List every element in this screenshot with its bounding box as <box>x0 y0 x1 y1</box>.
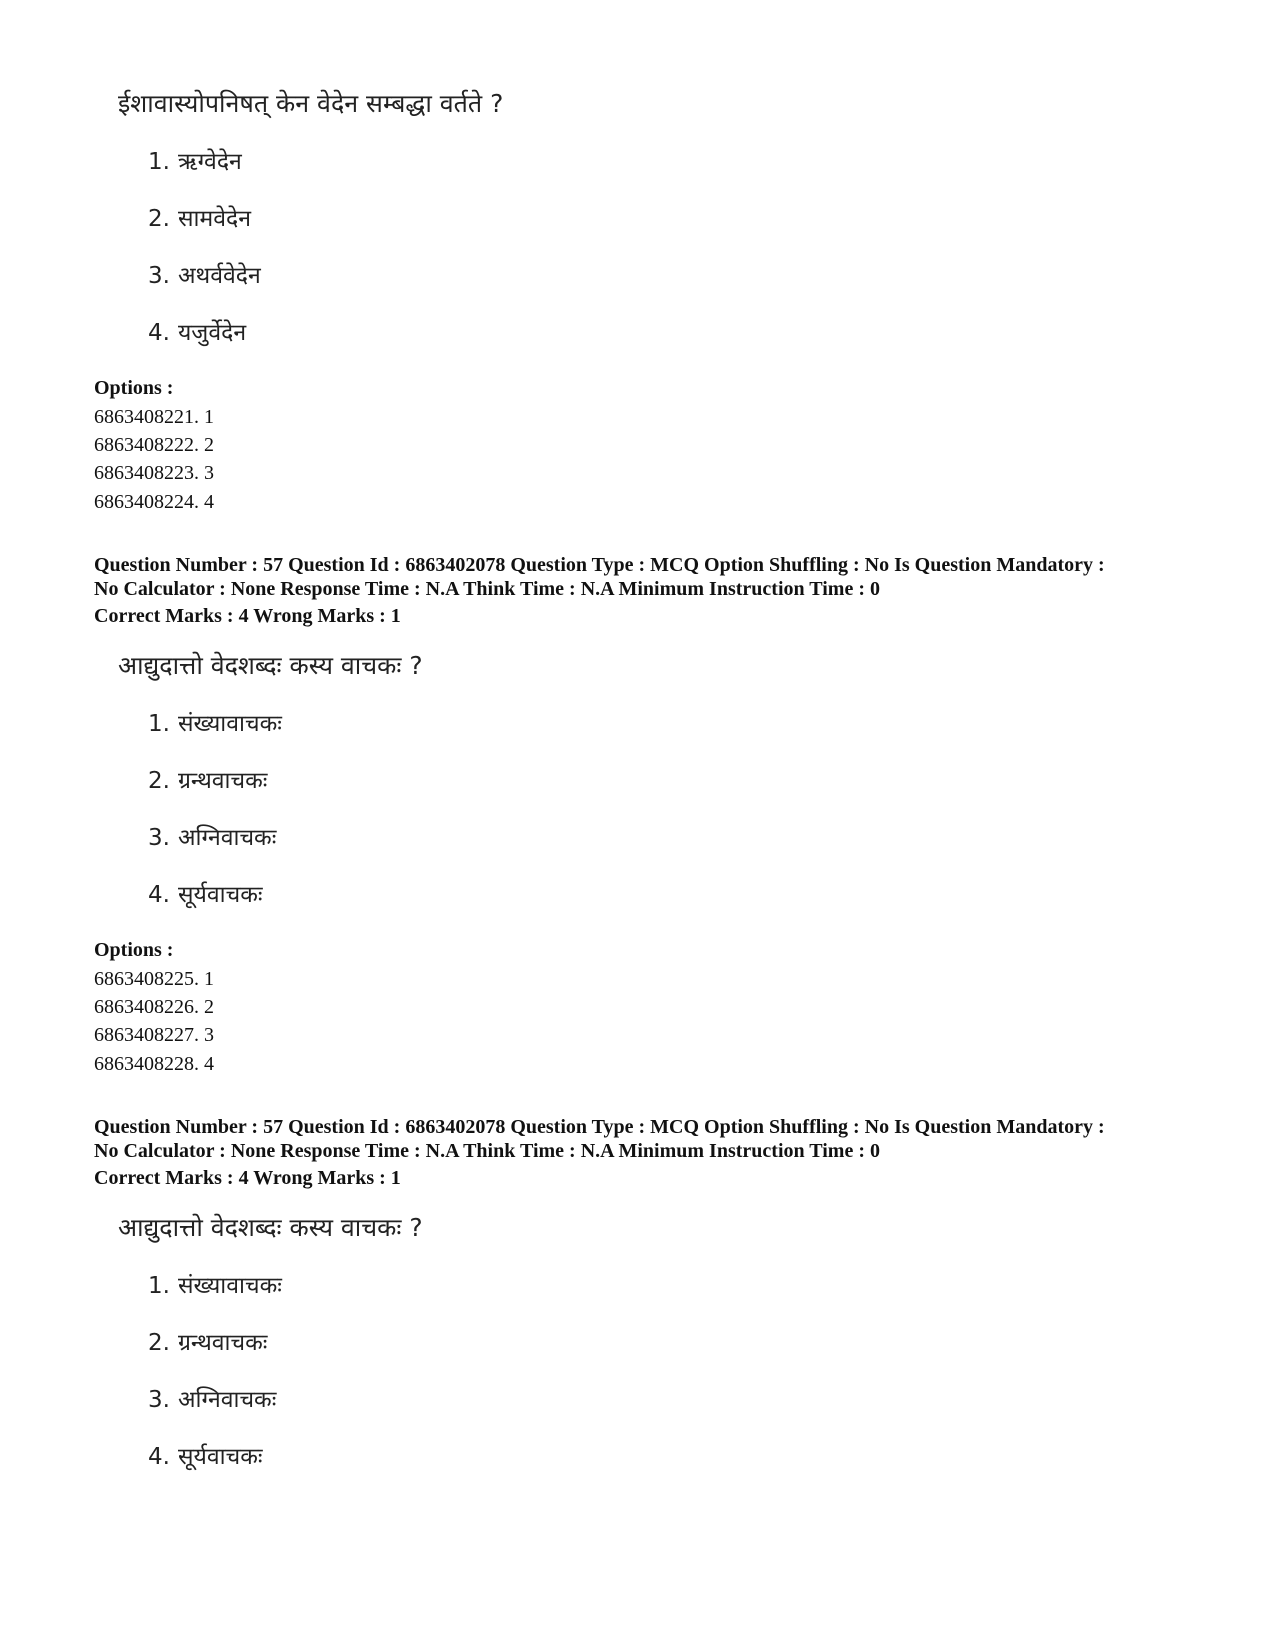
question-text: आद्युदात्तो वेदशब्दः कस्य वाचकः ? <box>118 651 423 680</box>
option-id-row: 6863408225. 1 <box>94 968 214 990</box>
choice-item <box>148 315 246 347</box>
option-id-row: 6863408223. 3 <box>94 462 214 484</box>
choice-item <box>148 1439 263 1471</box>
options-heading: Options : <box>94 377 174 399</box>
choice-item <box>148 258 261 290</box>
choice-item <box>148 877 263 909</box>
choice-item <box>148 144 242 176</box>
option-id-row: 6863408228. 4 <box>94 1053 214 1075</box>
question-meta-line: No Calculator : None Response Time : N.A Think Time : N.A Minimum Instruction Time : 0 <box>94 578 880 600</box>
choice-label: अथर्ववेदेन <box>177 263 261 289</box>
question-text: आद्युदात्तो वेदशब्दः कस्य वाचकः ? <box>118 1213 423 1242</box>
option-id-row: 6863408227. 3 <box>94 1024 214 1046</box>
question-meta-line: No Calculator : None Response Time : N.A Think Time : N.A Minimum Instruction Time : 0 <box>94 1140 880 1162</box>
question-meta <box>94 553 1214 601</box>
choice-label: ऋग्वेदेन <box>177 149 242 175</box>
question-marks: Correct Marks : 4 Wrong Marks : 1 <box>94 605 401 627</box>
choice-label: यजुर्वेदेन <box>177 320 247 346</box>
choice-item <box>148 706 282 738</box>
choice-item <box>148 1268 282 1300</box>
choice-number: 4. <box>148 882 170 908</box>
options-heading: Options : <box>94 939 174 961</box>
choice-label: ग्रन्थवाचकः <box>177 1330 268 1356</box>
choice-item <box>148 201 251 233</box>
question-text: ईशावास्योपनिषत् केन वेदेन सम्बद्धा वर्तते ? <box>118 89 504 118</box>
choice-number: 2. <box>148 206 170 232</box>
choice-number: 3. <box>148 263 170 289</box>
choice-label: अग्निवाचकः <box>177 1387 277 1413</box>
question-meta-line: Question Number : 57 Question Id : 6863402078 Question Type : MCQ Option Shuffling : No Is Question Mandatory : <box>94 1116 1105 1138</box>
choice-number: 1. <box>148 1273 170 1299</box>
option-id-row: 6863408221. 1 <box>94 406 214 428</box>
option-id-row: 6863408226. 2 <box>94 996 214 1018</box>
choice-number: 4. <box>148 320 170 346</box>
question-meta <box>94 1115 1214 1163</box>
choice-item <box>148 763 267 795</box>
choice-number: 1. <box>148 711 170 737</box>
choice-number: 3. <box>148 1387 170 1413</box>
choice-number: 1. <box>148 149 170 175</box>
choice-label: ग्रन्थवाचकः <box>177 768 268 794</box>
choice-label: सामवेदेन <box>177 206 251 232</box>
choice-label: अग्निवाचकः <box>177 825 277 851</box>
question-marks: Correct Marks : 4 Wrong Marks : 1 <box>94 1167 401 1189</box>
choice-number: 3. <box>148 825 170 851</box>
choice-item <box>148 820 276 852</box>
choice-item <box>148 1382 276 1414</box>
choice-label: संख्यावाचकः <box>177 711 282 737</box>
option-id-row: 6863408222. 2 <box>94 434 214 456</box>
question-meta-line: Question Number : 57 Question Id : 6863402078 Question Type : MCQ Option Shuffling : No Is Question Mandatory : <box>94 554 1105 576</box>
choice-number: 4. <box>148 1444 170 1470</box>
choice-number: 2. <box>148 1330 170 1356</box>
choice-label: संख्यावाचकः <box>177 1273 282 1299</box>
choice-label: सूर्यवाचकः <box>177 1444 263 1470</box>
option-id-row: 6863408224. 4 <box>94 491 214 513</box>
choice-label: सूर्यवाचकः <box>177 882 263 908</box>
choice-item <box>148 1325 267 1357</box>
choice-number: 2. <box>148 768 170 794</box>
